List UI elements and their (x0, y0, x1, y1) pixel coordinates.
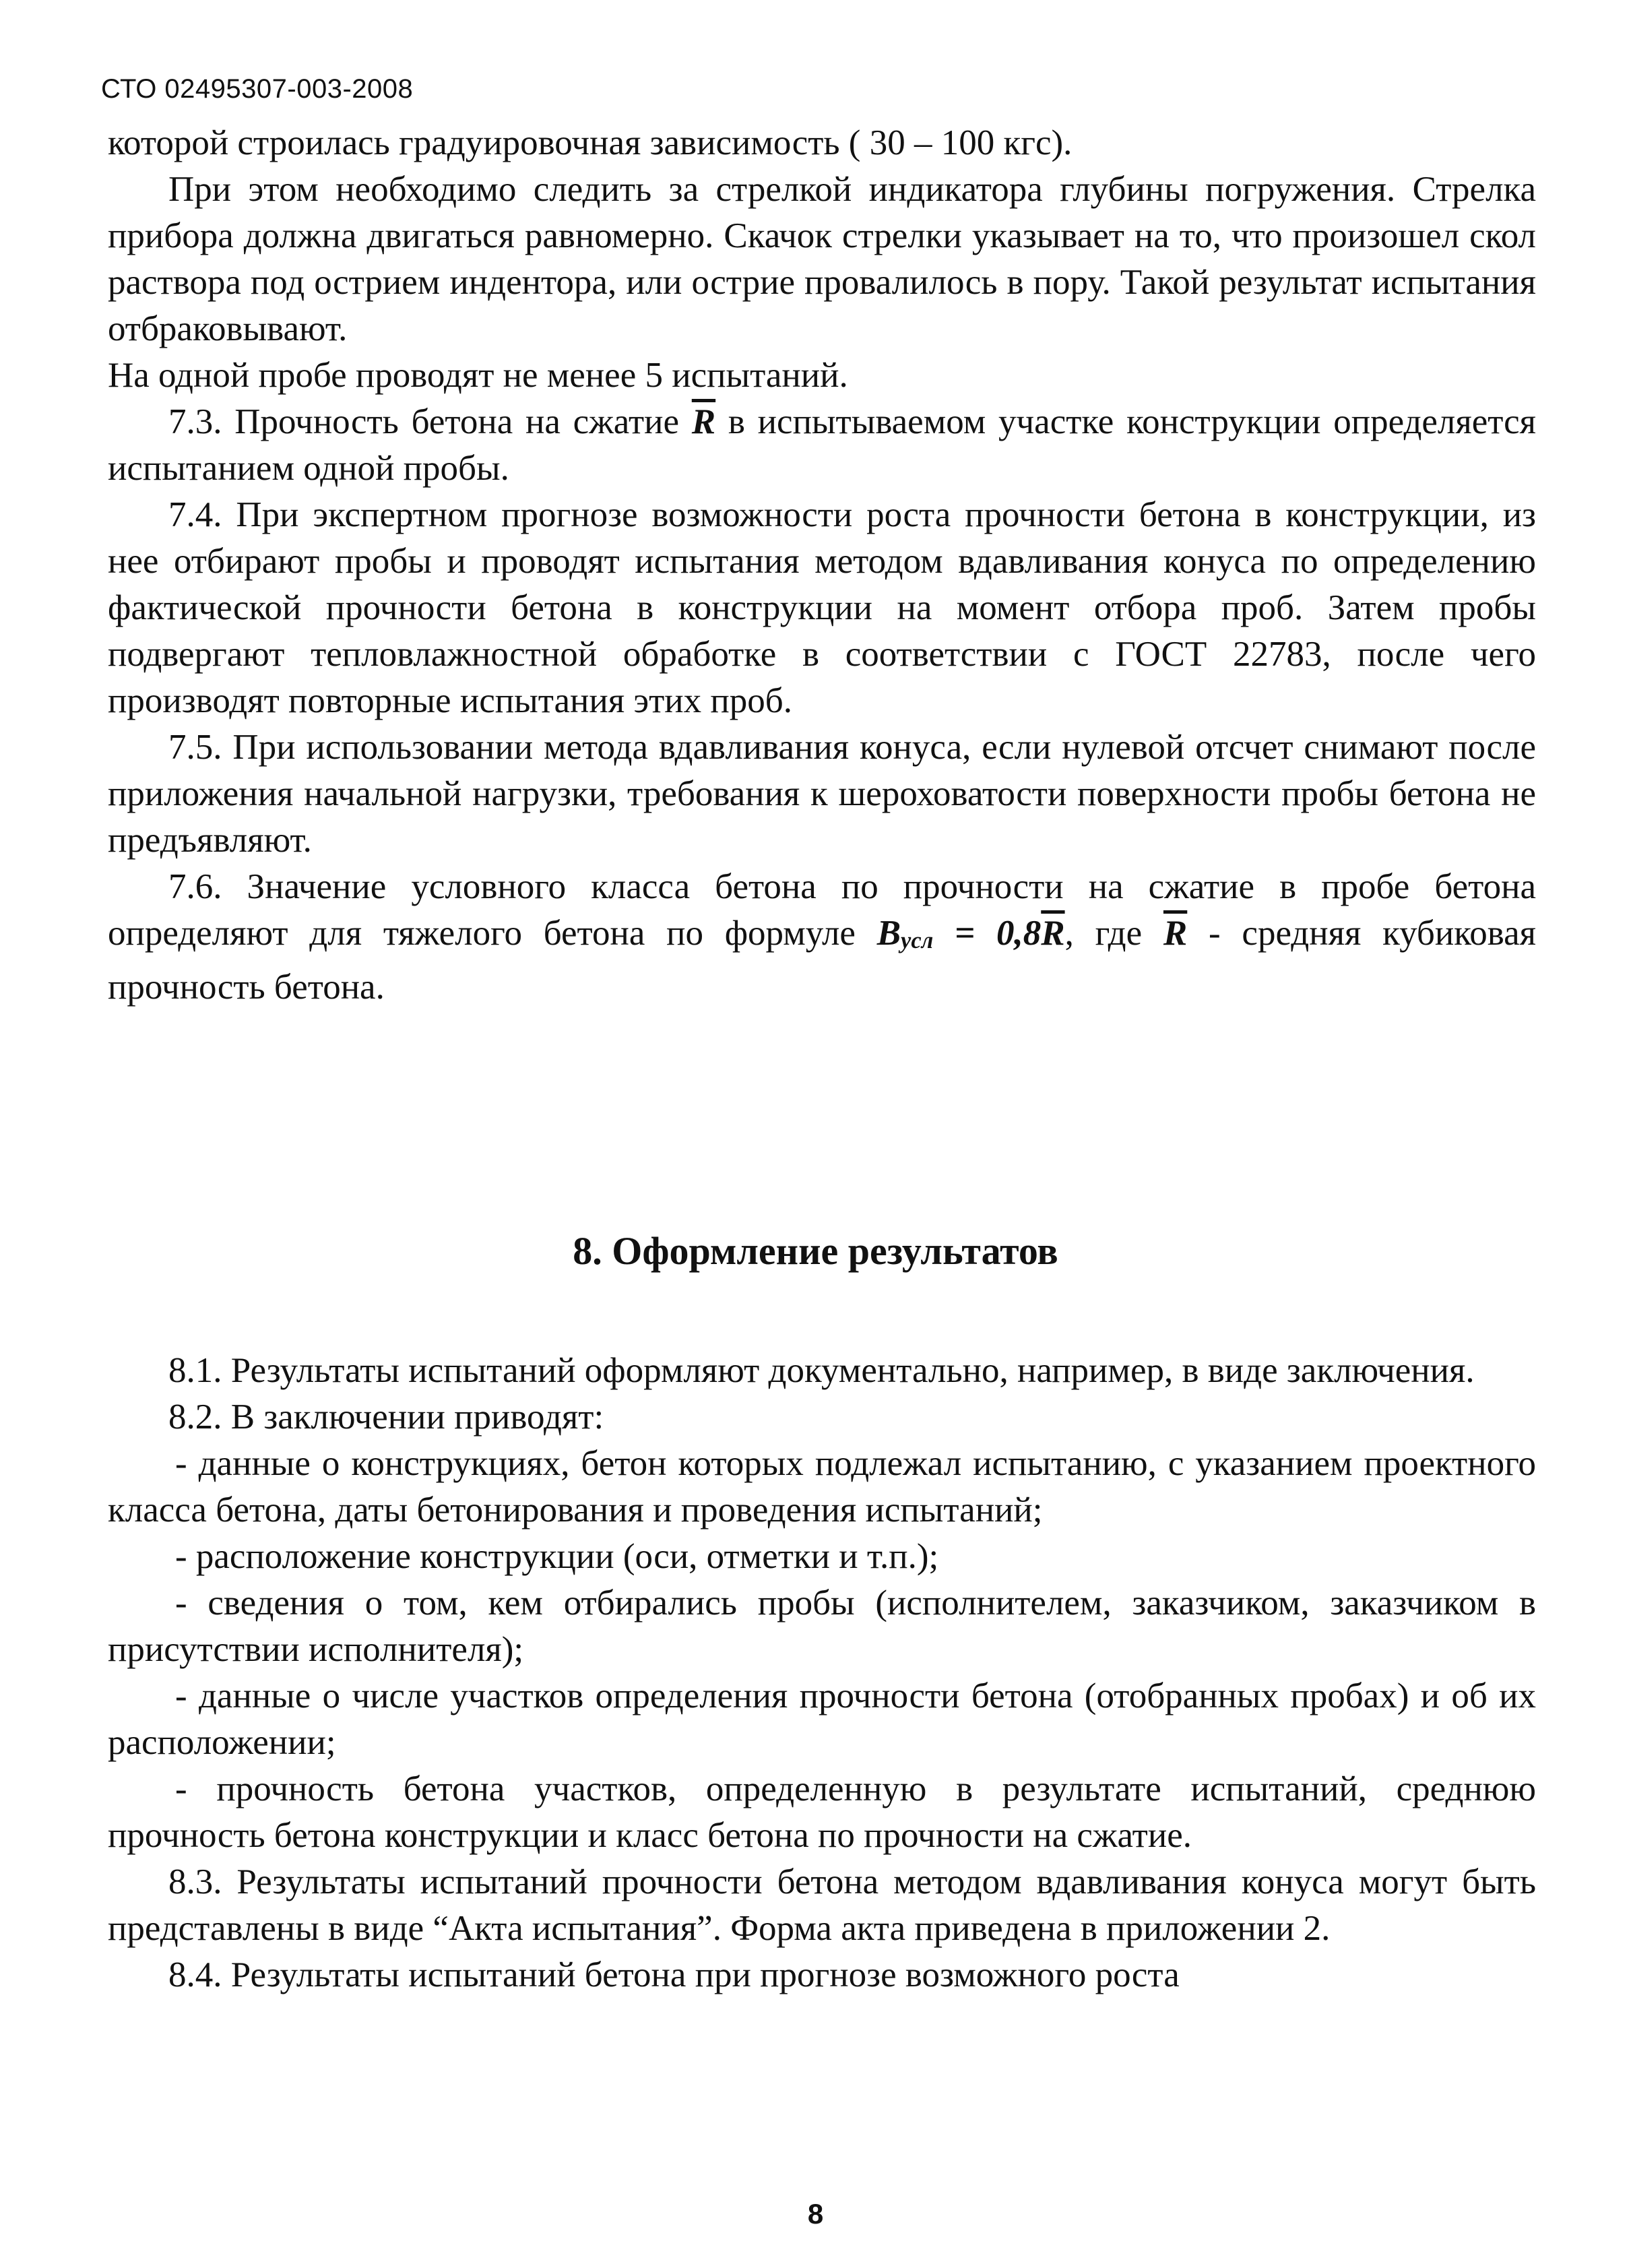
paragraph-8-2: 8.2. В заключении приводят: (168, 1397, 604, 1437)
page-number: 8 (807, 2198, 824, 2230)
formula-r-bar: $\overline{R}$ (1041, 914, 1065, 953)
paragraph-7-6-start: 7.6. Значение условного класса бетона по прочности на сжатие в пробе бетона определяют для тяжелого бетона по формуле (108, 867, 1536, 953)
paragraph-indicator: При этом необходимо следить за стрелкой индикатора глубины погружения. Стрелка прибора должна двигаться равномерно. Скачок стрелки указывает на то, что произошел скол раствора под острием индентора, или острие провалилось в пору. Такой результат испытания отбраковывают. (108, 170, 1536, 348)
list-item: - расположение конструкции (оси, отметки и т.п.); (175, 1537, 939, 1576)
paragraph-tests-count: На одной пробе проводят не менее 5 испытаний. (108, 356, 848, 395)
paragraph-7-4: 7.4. При экспертном прогнозе возможности роста прочности бетона в конструкции, из нее отбирают пробы и проводят испытания методом вдавливания конуса по определению фактической прочности бетона в конструкции на момент отбора проб. Затем пробы подвергают тепловлажностной обработке в соответствии с ГОСТ 22783, после чего производят повторные испытания этих проб. (108, 495, 1536, 720)
list-item: - сведения о том, кем отбирались пробы (исполнителем, заказчиком, заказчиком в присутствии исполнителя); (108, 1583, 1536, 1669)
r-bar-symbol: $\overline{R}$ (691, 402, 716, 441)
section-7-text (108, 120, 1536, 1011)
paragraph-7-3 (108, 399, 1536, 492)
paragraph-continuation: которой строилась градуировочная зависимость ( 30 – 100 кгс). (108, 123, 1073, 162)
paragraph-7-5: 7.5. При использовании метода вдавливания конуса, если нулевой отсчет снимают после приложения начальной нагрузки, требования к шероховатости поверхности пробы бетона не предъявляют. (108, 728, 1536, 860)
paragraph-7-6 (108, 864, 1536, 1011)
list-item: - прочность бетона участков, определенную в результате испытаний, среднюю прочность бетона конструкции и класс бетона по прочности на сжатие. (108, 1769, 1536, 1855)
paragraph-7-6-end: - средняя кубиковая прочность бетона. (108, 914, 1537, 1007)
class-formula (877, 914, 1065, 953)
paragraph-8-4: 8.4. Результаты испытаний бетона при прогнозе возможного роста (168, 1955, 1180, 1994)
formula-b: B (876, 914, 901, 953)
document-code: СТО 02495307-003-2008 (101, 74, 414, 104)
r-bar-symbol-2: $\overline{R}$ (1163, 914, 1188, 953)
list-item: - данные о конструкциях, бетон которых подлежал испытанию, с указанием проектного класса бетона, даты бетонирования и проведения испытаний; (108, 1444, 1536, 1530)
section-8-text (108, 1348, 1536, 1998)
list-item: - данные о числе участков определения прочности бетона (отобранных пробах) и об их расположении; (108, 1676, 1536, 1762)
formula-equals: = 0,8 (933, 914, 1042, 953)
paragraph-8-3: 8.3. Результаты испытаний прочности бетона методом вдавливания конуса могут быть представлены в виде “Акта испытания”. Форма акта приведена в приложении 2. (108, 1862, 1536, 1948)
formula-subscript: усл (901, 928, 934, 954)
paragraph-7-3-end: в испытываемом участке конструкции определяется испытанием одной пробы. (108, 402, 1536, 488)
paragraph-8-1: 8.1. Результаты испытаний оформляют документально, например, в виде заключения. (168, 1351, 1475, 1390)
section-8-heading: 8. Оформление результатов (573, 1229, 1058, 1273)
paragraph-7-6-mid: , где (1064, 914, 1163, 953)
paragraph-7-3-start: 7.3. Прочность бетона на сжатие (168, 402, 692, 441)
